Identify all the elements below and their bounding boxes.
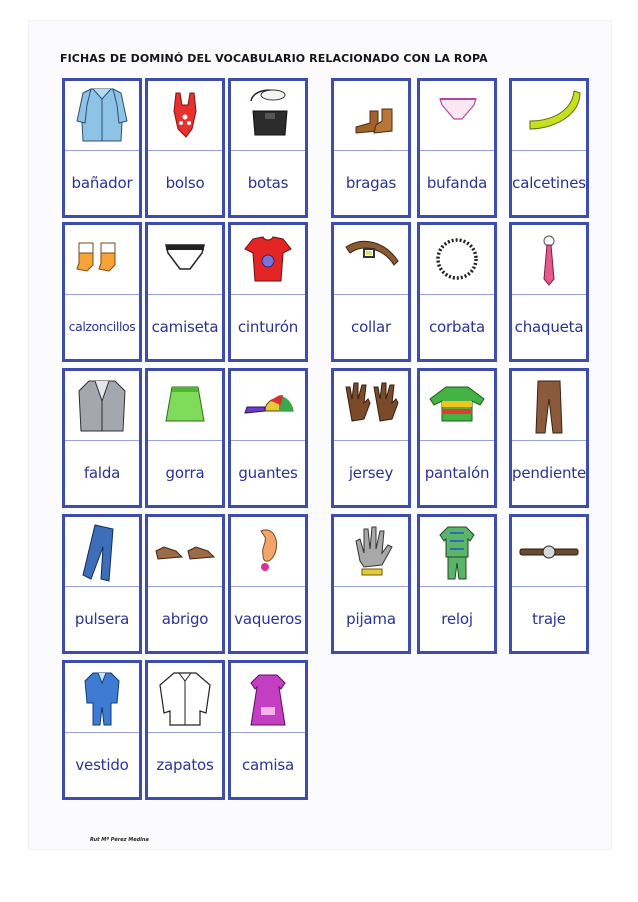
tile-word: zapatos xyxy=(156,755,214,774)
boots-icon xyxy=(334,81,408,151)
underpants-icon xyxy=(148,225,222,295)
page-title: FICHAS DE DOMINÓ DEL VOCABULARIO RELACIONADO CON LA ROPA xyxy=(60,52,488,65)
tile-word: pendiente xyxy=(512,463,586,482)
tile-word: collar xyxy=(351,317,391,336)
domino-tile xyxy=(331,222,411,362)
domino-tile xyxy=(62,514,142,654)
tile-word: bañador xyxy=(71,173,133,192)
tile-word: jersey xyxy=(348,463,394,482)
domino-tile xyxy=(145,660,225,800)
domino-tile xyxy=(509,368,589,508)
domino-tile xyxy=(331,514,411,654)
necklace-icon xyxy=(420,225,494,295)
shirt-icon xyxy=(148,663,222,733)
pajamas-icon xyxy=(420,517,494,587)
domino-tile xyxy=(509,514,589,654)
domino-tile xyxy=(145,78,225,218)
tile-word: abrigo xyxy=(161,609,209,628)
domino-tile xyxy=(417,222,497,362)
suit-icon xyxy=(65,663,139,733)
watch-icon xyxy=(512,517,586,587)
trousers-icon xyxy=(512,371,586,441)
domino-tile xyxy=(331,78,411,218)
tile-word: falda xyxy=(83,463,121,482)
swimsuit-icon xyxy=(148,81,222,151)
tile-word: bragas xyxy=(345,173,397,192)
domino-tile xyxy=(417,514,497,654)
socks-icon xyxy=(65,225,139,295)
tile-word: pijama xyxy=(346,609,396,628)
sweater-icon xyxy=(420,371,494,441)
tile-word: pantalón xyxy=(424,463,490,482)
tie-icon xyxy=(512,225,586,295)
jeans-icon xyxy=(65,517,139,587)
belt-icon xyxy=(334,225,408,295)
handbag-icon xyxy=(231,81,305,151)
domino-tile xyxy=(228,660,308,800)
tile-word: pulsera xyxy=(74,609,130,628)
tile-word: corbata xyxy=(429,317,485,336)
panties-icon xyxy=(420,81,494,151)
domino-tile xyxy=(145,222,225,362)
domino-tile xyxy=(509,222,589,362)
earring-icon xyxy=(231,517,305,587)
tile-word: cinturón xyxy=(237,317,299,336)
tile-word: bufanda xyxy=(426,173,488,192)
domino-tile xyxy=(62,78,142,218)
domino-tile xyxy=(417,78,497,218)
author-credit: Rut Mª Pérez Medina xyxy=(90,837,149,843)
domino-tile xyxy=(509,78,589,218)
domino-tile xyxy=(228,514,308,654)
tile-word: bolso xyxy=(165,173,205,192)
tile-word: botas xyxy=(247,173,289,192)
bracelet-hand-icon xyxy=(334,517,408,587)
domino-tile xyxy=(145,514,225,654)
cap-icon xyxy=(231,371,305,441)
gloves-icon xyxy=(334,371,408,441)
domino-tile xyxy=(228,78,308,218)
tile-word: vaqueros xyxy=(234,609,302,628)
tile-word: vestido xyxy=(75,755,129,774)
domino-tile xyxy=(228,368,308,508)
tile-word: calzoncillos xyxy=(68,319,136,334)
tile-word: reloj xyxy=(441,609,473,628)
domino-tile xyxy=(145,368,225,508)
jacket-icon xyxy=(65,371,139,441)
domino-tile xyxy=(62,660,142,800)
skirt-icon xyxy=(148,371,222,441)
domino-tile xyxy=(228,222,308,362)
scarf-icon xyxy=(512,81,586,151)
tile-word: chaqueta xyxy=(514,317,584,336)
domino-tile xyxy=(331,368,411,508)
tile-word: traje xyxy=(532,609,566,628)
tile-word: calcetines xyxy=(512,173,586,192)
domino-tile xyxy=(62,222,142,362)
dress-icon xyxy=(231,663,305,733)
shoes-icon xyxy=(148,517,222,587)
tile-word: guantes xyxy=(238,463,298,482)
tile-word: camiseta xyxy=(151,317,219,336)
domino-tile xyxy=(62,368,142,508)
tshirt-icon xyxy=(231,225,305,295)
tile-word: gorra xyxy=(165,463,205,482)
coat-icon xyxy=(65,81,139,151)
domino-tile xyxy=(417,368,497,508)
tile-word: camisa xyxy=(241,755,295,774)
